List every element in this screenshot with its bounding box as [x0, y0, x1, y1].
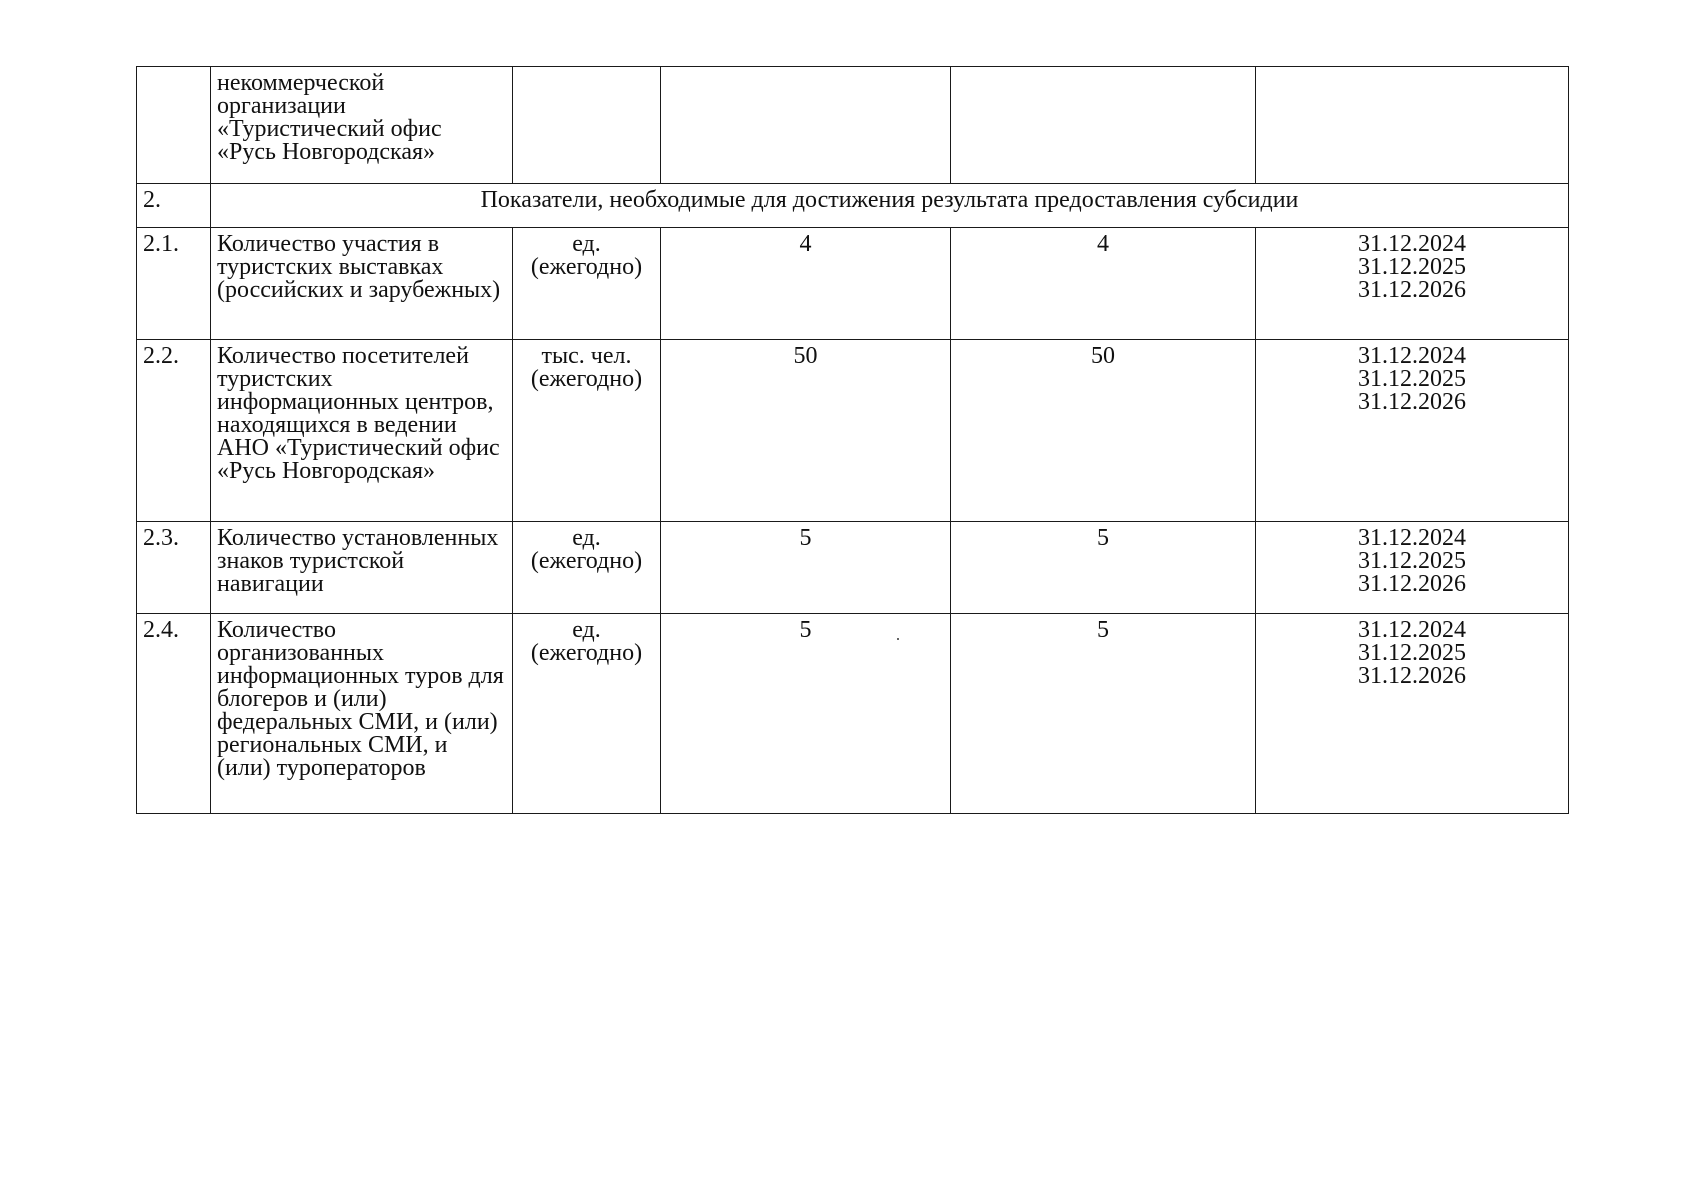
cell-dates: [1256, 340, 1569, 522]
cell-name: Количество посетителей туристских информационных центров, находящихся в ведении АНО «Туристический офис «Русь Новгородская»: [211, 340, 513, 522]
table-row: [137, 522, 1569, 614]
cell-value-1: [661, 67, 951, 184]
cell-dates: [1256, 614, 1569, 814]
date-item: 31.12.2026: [1358, 389, 1466, 415]
date-item: 31.12.2025: [1358, 366, 1466, 392]
unit-period: (ежегодно): [530, 640, 643, 666]
date-item: 31.12.2025: [1358, 548, 1466, 574]
cell-num: 2.3.: [137, 522, 211, 614]
unit-period: (ежегодно): [530, 366, 643, 392]
section-num: 2.: [137, 184, 211, 228]
date-item: 31.12.2026: [1358, 571, 1466, 597]
cell-name: некоммерческой организации «Туристический офис «Русь Новгородская»: [211, 67, 513, 184]
cell-value-2: 4: [951, 228, 1256, 340]
cell-value-2: 50: [951, 340, 1256, 522]
cell-num: [137, 67, 211, 184]
cell-unit: [513, 614, 661, 814]
table-row-continuation: [137, 67, 1569, 184]
unit-line: ед.: [572, 617, 601, 643]
date-item: 31.12.2025: [1358, 640, 1466, 666]
cell-dates: [1256, 67, 1569, 184]
cell-unit: [513, 67, 661, 184]
cell-num: 2.1.: [137, 228, 211, 340]
unit-line: ед.: [572, 231, 601, 257]
date-item: 31.12.2024: [1358, 525, 1466, 551]
cell-name: Количество установленных знаков туристской навигации: [211, 522, 513, 614]
table-row: [137, 614, 1569, 814]
unit-line: тыс. чел.: [541, 343, 632, 369]
cell-value-1: 5: [661, 614, 951, 814]
cell-unit: [513, 228, 661, 340]
cell-value-2: 5: [951, 522, 1256, 614]
cell-name: Количество организованных информационных туров для блогеров и (или) федеральных СМИ, и (или) региональных СМИ, и (или) туроператоров: [211, 614, 513, 814]
cell-num: 2.2.: [137, 340, 211, 522]
unit-line: ед.: [572, 525, 601, 551]
date-item: 31.12.2024: [1358, 343, 1466, 369]
cell-num: 2.4.: [137, 614, 211, 814]
cell-value-1: 50: [661, 340, 951, 522]
indicators-table: [136, 66, 1569, 814]
scan-speck: [897, 638, 899, 640]
table-row: [137, 340, 1569, 522]
cell-value-2: 5: [951, 614, 1256, 814]
section-title: Показатели, необходимые для достижения результата предоставления субсидии: [211, 184, 1569, 228]
date-item: 31.12.2026: [1358, 663, 1466, 689]
table-row: [137, 228, 1569, 340]
unit-period: (ежегодно): [530, 254, 643, 280]
cell-dates: [1256, 228, 1569, 340]
date-item: 31.12.2024: [1358, 231, 1466, 257]
date-item: 31.12.2025: [1358, 254, 1466, 280]
date-item: 31.12.2024: [1358, 617, 1466, 643]
cell-value-1: 5: [661, 522, 951, 614]
cell-value-1: 4: [661, 228, 951, 340]
cell-value-2: [951, 67, 1256, 184]
cell-unit: [513, 522, 661, 614]
cell-dates: [1256, 522, 1569, 614]
cell-unit: [513, 340, 661, 522]
cell-name: Количество участия в туристских выставках (российских и зарубежных): [211, 228, 513, 340]
unit-period: (ежегодно): [530, 548, 643, 574]
date-item: 31.12.2026: [1358, 277, 1466, 303]
table-row-section: [137, 184, 1569, 228]
